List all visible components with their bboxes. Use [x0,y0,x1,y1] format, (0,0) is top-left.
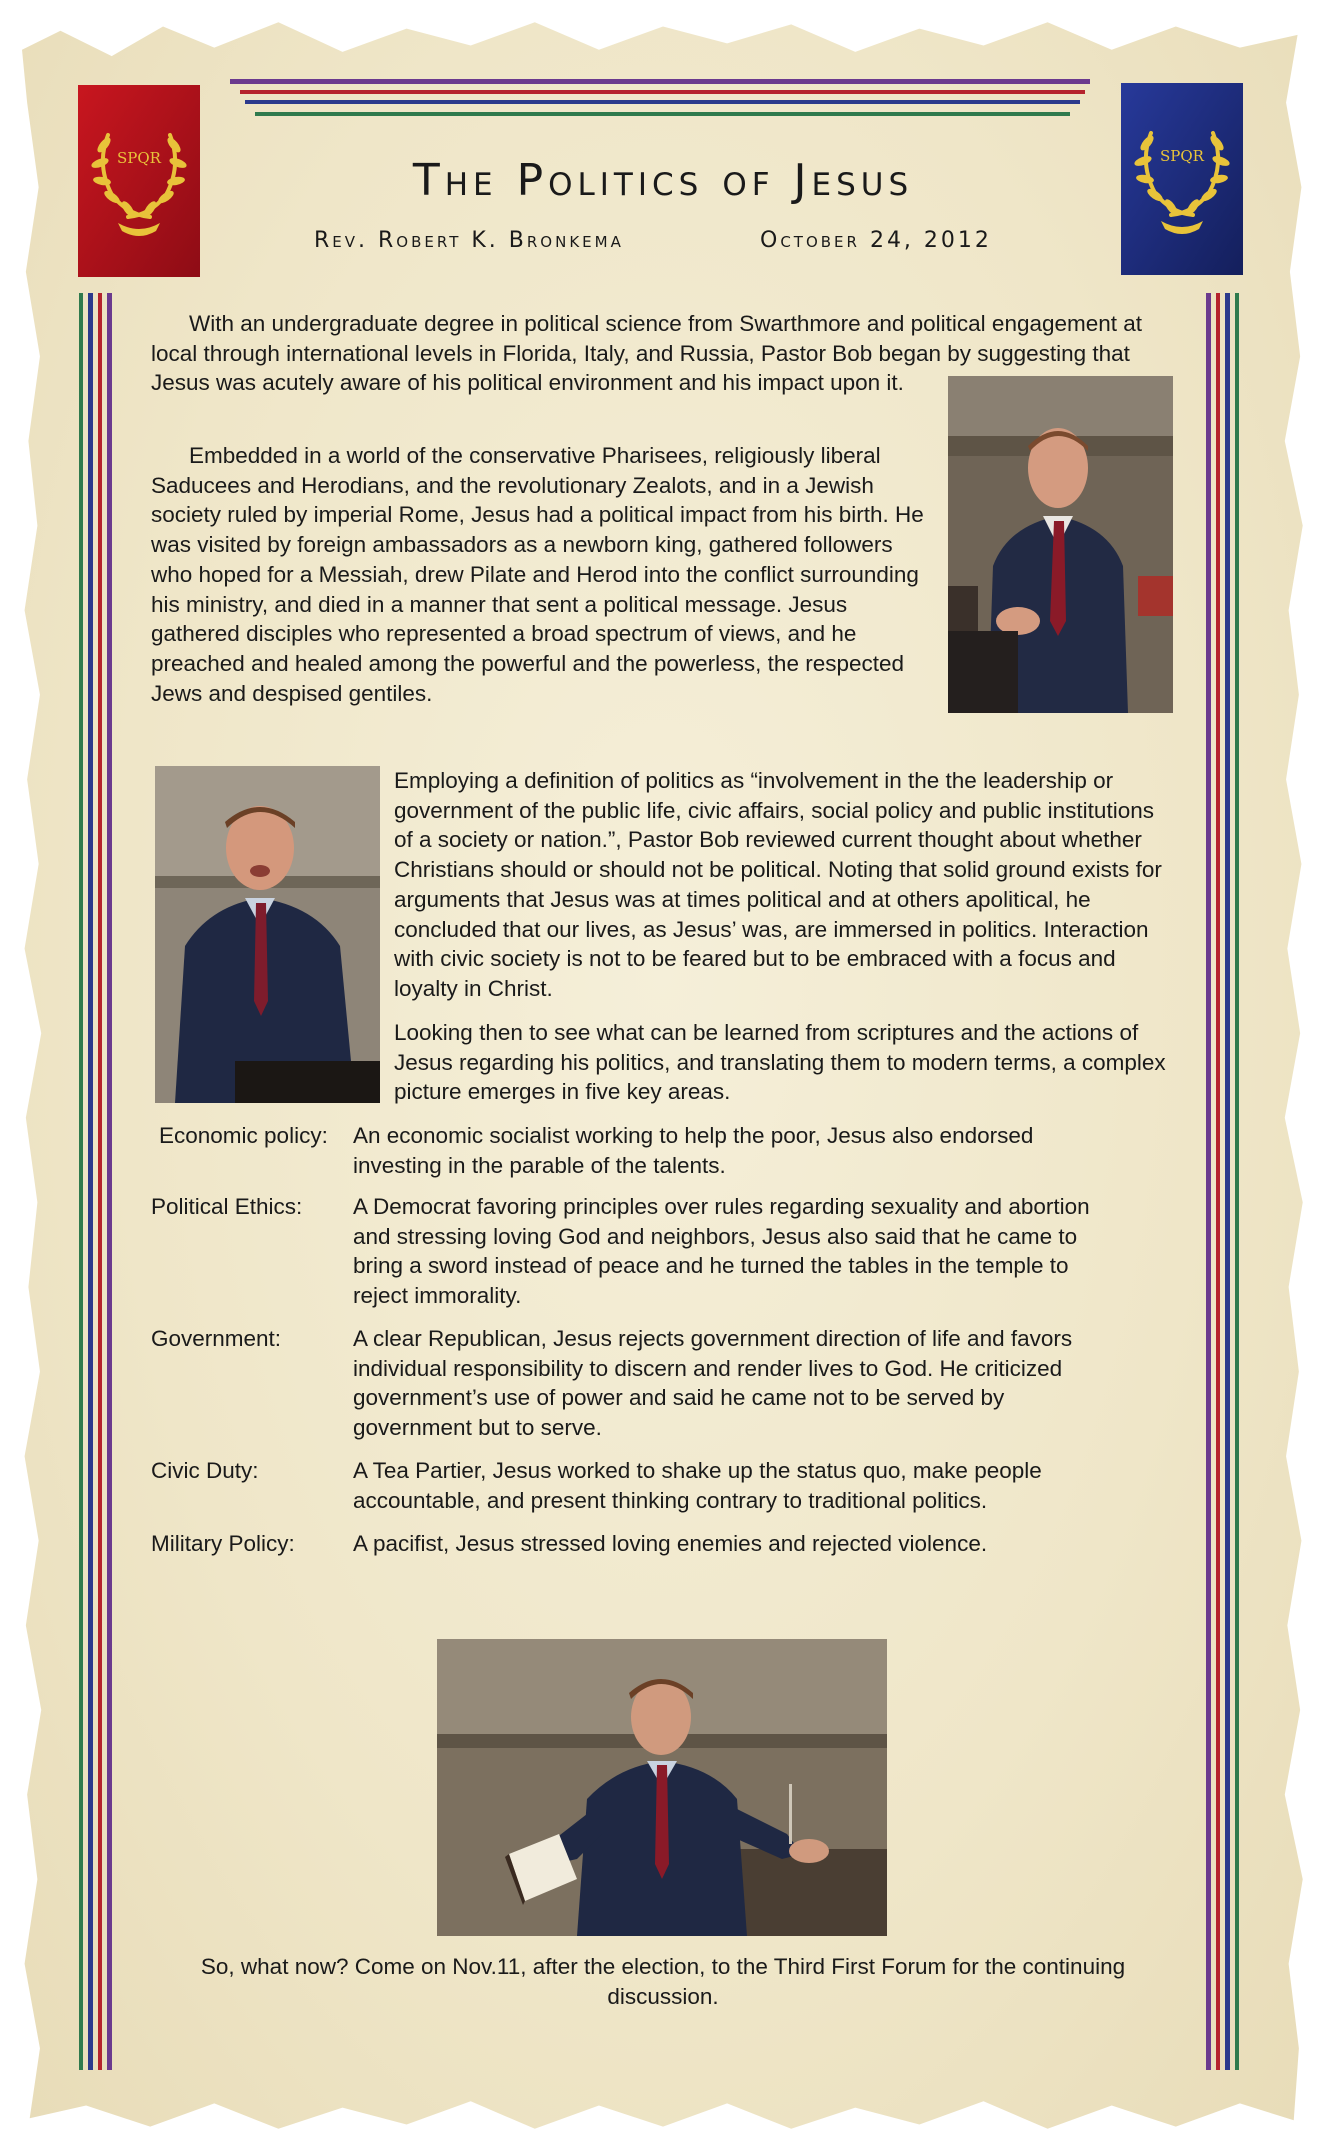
spqr-banner-right [1121,83,1243,275]
left-stripe-blue [88,293,93,2070]
laurel-wreath-icon [1121,83,1243,275]
closing-invitation: So, what now? Come on Nov.11, after the election, to the Third First Forum for the continuing discussion. [200,1954,1126,2009]
speaker-photo-2 [155,766,380,1103]
author-name: Rev. Robert K. Bronkema [314,228,624,253]
top-stripe-red [240,90,1085,94]
area-description: A Tea Partier, Jesus worked to shake up the status quo, make people accountable, and present thinking contrary to traditional politics. [353,1458,1042,1513]
area-description: A pacifist, Jesus stressed loving enemies and rejected violence. [353,1531,988,1556]
area-term: Government: [151,1326,282,1351]
speaker-photo-1 [948,376,1173,713]
publication-date: October 24, 2012 [760,228,992,253]
area-description: A Democrat favoring principles over rules regarding sexuality and abortion and stressing loving God and neighbors, Jesus also said that he came to bring a sword instead of peace and he turned the tables in the temple to reject immorality. [353,1194,1090,1309]
area-term: Economic policy: [159,1123,328,1148]
area-description: An economic socialist working to help the poor, Jesus also endorsed investing in the parable of the talents. [353,1123,1034,1178]
area-term: Political Ethics: [151,1194,303,1219]
area-description: A clear Republican, Jesus rejects government direction of life and favors individual responsibility to discern and render lives to God. He criticized government’s use of power and said he came not to be served by government but to serve. [353,1326,1073,1441]
left-stripe-purple [107,293,112,2070]
right-stripe-green [1235,293,1239,2070]
svg-text:SPQR: SPQR [1160,147,1204,165]
intro-paragraph-2: Embedded in a world of the conservative Pharisees, religiously liberal Saducees and Herodians, and the revolutionary Zealots, and in a Jewish society ruled by imperial Rome, Jesus had a political impact from his birth. He was visited by foreign ambassadors as a newborn king, gathered followers who hoped for a Messiah, drew Pilate and Herod into the conflict surrounding his ministry, and died in a manner that sent a political message. Jesus gathered disciples who represented a broad spectrum of views, and he preached and healed among the powerful and the powerless, the respected Jews and despised gentiles. [151,443,924,706]
middle-paragraph-1: Employing a definition of politics as “involvement in the the leadership or government of the public life, civic affairs, social policy and public institutions of a society or nation.”, Pastor Bob reviewed current thought about whether Christians should or should not be political. Noting that solid ground exists for arguments that Jesus was at times political and at others apolitical, he concluded that our lives, as Jesus’ was, are immersed in politics. Interaction with civic society is not to be feared but to be embraced with a focus and loyalty in Christ. [394,768,1162,1001]
left-stripe-red [98,293,102,2070]
right-stripe-blue [1225,293,1230,2070]
area-term: Civic Duty: [151,1458,259,1483]
top-stripe-blue [245,100,1080,104]
middle-paragraph-2: Looking then to see what can be learned from scriptures and the actions of Jesus regarding his politics, and translating them to modern terms, a complex picture emerges in five key areas. [394,1020,1166,1105]
intro-paragraph-1: With an undergraduate degree in political science from Swarthmore and political engagement at local through international levels in Florida, Italy, and Russia, Pastor Bob began by suggesting that Jesus was acutely aware of his political environment and his impact upon it. [151,311,1143,396]
top-stripe-purple [230,79,1090,84]
svg-text:SPQR: SPQR [117,149,161,167]
left-stripe-green [79,293,83,2070]
right-stripe-red [1216,293,1220,2070]
laurel-wreath-icon [78,85,200,277]
speaker-photo-3 [437,1639,887,1936]
spqr-banner-left [78,85,200,277]
right-stripe-purple [1206,293,1211,2070]
page-title: The Politics of Jesus [412,155,914,206]
top-stripe-green [255,112,1070,116]
area-term: Military Policy: [151,1531,295,1556]
